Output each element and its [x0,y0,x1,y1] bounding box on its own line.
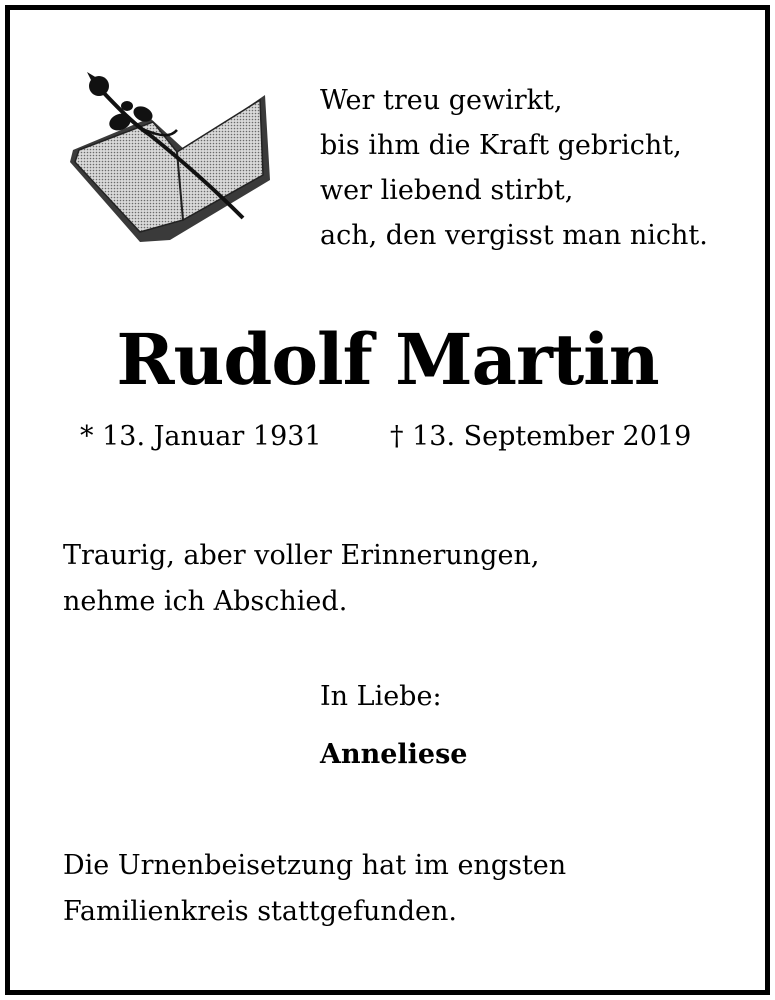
notice-line: Die Urnenbeisetzung hat im engsten [63,850,567,881]
farewell-message [63,533,539,625]
poem-line: bis ihm die Kraft gebricht, [320,130,682,161]
birth-date: * 13. Januar 1931 [80,421,322,452]
closing-salutation: In Liebe: [320,681,442,712]
poem-line: ach, den vergisst man nicht. [320,220,708,251]
death-date: † 13. September 2019 [390,421,692,452]
poem-line: wer liebend stirbt, [320,175,574,206]
signer-name: Anneliese [320,739,468,770]
book-with-rose-icon [65,70,275,245]
poem-line: Wer treu gewirkt, [320,85,563,116]
message-line: Traurig, aber voller Erinnerungen, [63,540,540,571]
deceased-name: Rudolf Martin [116,318,659,401]
notice-line: Familienkreis stattgefunden. [63,896,457,927]
burial-notice [63,843,566,935]
poem [320,78,708,258]
message-line: nehme ich Abschied. [63,586,348,617]
